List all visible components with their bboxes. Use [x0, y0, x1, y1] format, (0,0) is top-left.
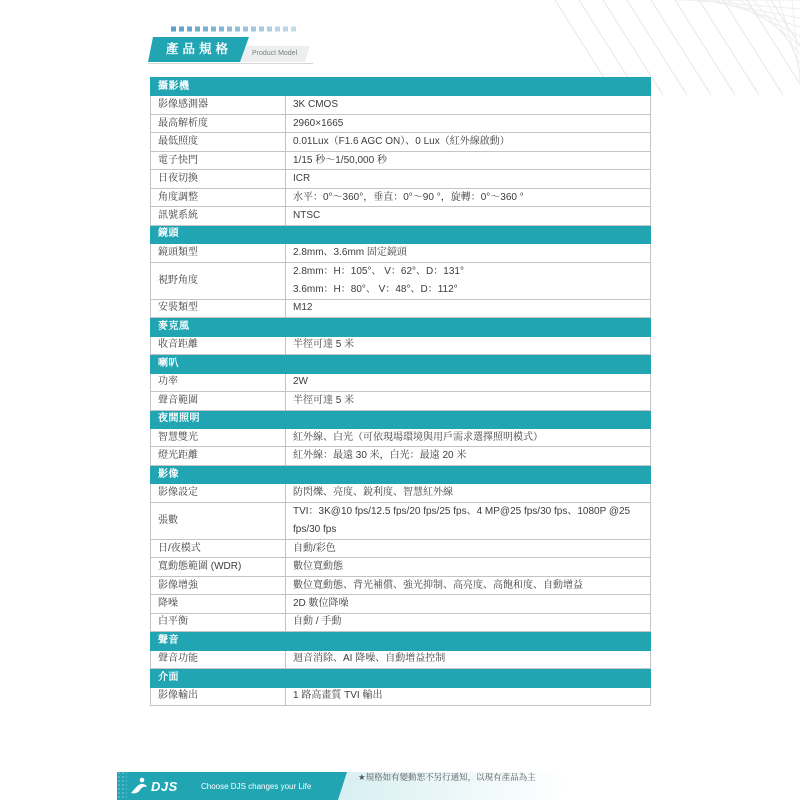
dot-square	[275, 27, 280, 32]
spec-label: 影像輸出	[151, 687, 286, 705]
page-title: 產品規格	[165, 42, 232, 56]
spec-label: 最高解析度	[151, 114, 286, 132]
spec-label: 安裝類型	[151, 299, 286, 317]
spec-label: 電子快門	[151, 151, 286, 169]
spec-label: 聲音範圍	[151, 392, 286, 410]
section-title: 鏡頭	[151, 225, 651, 243]
spec-label: 最低照度	[151, 133, 286, 151]
dot-square	[291, 27, 296, 32]
spec-value-line: 2.8mm：H：105°、 V：62°、D：131°	[293, 265, 464, 277]
spec-row-electronic-shutter	[151, 151, 651, 169]
spec-value: 數位寬動態、背光補償、強光抑制、高亮度、高飽和度、自動增益	[286, 576, 651, 594]
spec-label: 影像增強	[151, 576, 286, 594]
footer-halftone-dots	[117, 772, 127, 800]
section-header-night-lighting	[151, 410, 651, 428]
spec-row-max-resolution	[151, 114, 651, 132]
dot-square	[187, 27, 192, 32]
diagonal-line	[675, 0, 735, 95]
section-header-audio	[151, 632, 651, 650]
section-title: 麥克風	[151, 318, 651, 336]
dot-square	[171, 27, 176, 32]
spec-row-audio-functions	[151, 650, 651, 668]
spec-value: 半徑可達 5 米	[286, 392, 651, 410]
spec-value: 3K CMOS	[286, 96, 651, 114]
section-header-interface	[151, 669, 651, 687]
spec-row-image-sensor	[151, 96, 651, 114]
footer-brand-logo: DJS	[151, 779, 178, 794]
spec-row-smart-dual-light	[151, 428, 651, 446]
diagonal-line	[779, 0, 800, 72]
dot-square	[251, 27, 256, 32]
spec-value: 2D 數位降噪	[286, 595, 651, 613]
spec-value: 水平：0°～360°，垂直：0°～90 °，旋轉：0°～360 °	[286, 188, 651, 206]
spec-label: 寬動態範圍 (WDR)	[151, 558, 286, 576]
spec-label: 影像設定	[151, 484, 286, 502]
section-title: 夜間照明	[151, 410, 651, 428]
spec-row-min-illumination	[151, 133, 651, 151]
spec-label: 功率	[151, 373, 286, 391]
diagonal-line	[701, 0, 800, 18]
spec-row-angle-adjustment	[151, 188, 651, 206]
spec-value: 1/15 秒～1/50,000 秒	[286, 151, 651, 169]
spec-row-sound-range	[151, 392, 651, 410]
section-title: 聲音	[151, 632, 651, 650]
section-title: 介面	[151, 669, 651, 687]
section-header-image	[151, 465, 651, 483]
decorative-dot-squares	[171, 25, 301, 33]
spec-value: 0.01Lux（F1.6 AGC ON）、0 Lux（紅外線啟動）	[286, 133, 651, 151]
spec-row-video-output	[151, 687, 651, 705]
dot-square	[235, 27, 240, 32]
spec-value	[286, 262, 651, 299]
spec-label: 張數	[151, 502, 286, 539]
spec-row-image-settings	[151, 484, 651, 502]
section-title: 攝影機	[151, 78, 651, 96]
dot-square	[259, 27, 264, 32]
spec-row-wdr	[151, 558, 651, 576]
spec-row-lens-type	[151, 244, 651, 262]
footer-disclaimer: ★規格如有變動恕不另行通知，以現有產品為主	[358, 772, 536, 782]
spec-value: 數位寬動態	[286, 558, 651, 576]
spec-row-white-balance	[151, 613, 651, 631]
spec-row-mount-type	[151, 299, 651, 317]
section-header-speaker	[151, 355, 651, 373]
spec-label: 影像感測器	[151, 96, 286, 114]
spec-row-image-enhancement	[151, 576, 651, 594]
spec-value: 1 路高畫質 TVI 輸出	[286, 687, 651, 705]
spec-value: 紅外線：最遠 30 米，白光：最遠 20 米	[286, 447, 651, 465]
spec-value: 半徑可達 5 米	[286, 336, 651, 354]
diagonal-line	[771, 0, 800, 95]
spec-label: 日夜切換	[151, 170, 286, 188]
spec-table	[150, 77, 651, 706]
spec-label: 訊號系統	[151, 207, 286, 225]
spec-row-field-of-view	[151, 262, 651, 299]
spec-row-light-distance	[151, 447, 651, 465]
diagonal-line	[699, 0, 759, 95]
spec-value: 2960×1665	[286, 114, 651, 132]
dot-square	[227, 27, 232, 32]
page-subtitle: Product Model	[252, 50, 298, 57]
dot-square	[195, 27, 200, 32]
spec-label: 收音距離	[151, 336, 286, 354]
spec-value: 自動 / 手動	[286, 613, 651, 631]
spec-row-day-night-mode	[151, 539, 651, 557]
spec-label: 燈光距離	[151, 447, 286, 465]
spec-row-frame-rate	[151, 502, 651, 539]
spec-label: 角度調整	[151, 188, 286, 206]
spec-label: 降噪	[151, 595, 286, 613]
spec-table-body	[151, 78, 651, 706]
spec-label: 智慧雙光	[151, 428, 286, 446]
spec-value: M12	[286, 299, 651, 317]
spec-row-noise-reduction	[151, 595, 651, 613]
dot-square	[243, 27, 248, 32]
dot-square	[283, 27, 288, 32]
dot-square	[219, 27, 224, 32]
spec-label: 白平衡	[151, 613, 286, 631]
diagonal-line	[651, 0, 711, 95]
spec-row-pickup-distance	[151, 336, 651, 354]
spec-row-power	[151, 373, 651, 391]
section-header-camera	[151, 78, 651, 96]
spec-label: 鏡頭類型	[151, 244, 286, 262]
spec-value: 自動/彩色	[286, 539, 651, 557]
section-header-lens	[151, 225, 651, 243]
section-header-microphone	[151, 318, 651, 336]
dot-square	[267, 27, 272, 32]
dot-square	[203, 27, 208, 32]
spec-value-line: 3.6mm：H：80°、 V：48°、D：112°	[293, 283, 458, 295]
spec-value: 2.8mm、3.6mm 固定鏡頭	[286, 244, 651, 262]
logo-mark-swoosh	[131, 784, 147, 793]
djs-logo-mark	[128, 775, 150, 797]
spec-row-day-night-switch	[151, 170, 651, 188]
spec-label: 視野角度	[151, 262, 286, 299]
spec-label: 聲音功能	[151, 650, 286, 668]
spec-row-signal-system	[151, 207, 651, 225]
logo-mark-head	[140, 778, 145, 783]
spec-value: 2W	[286, 373, 651, 391]
section-title: 喇叭	[151, 355, 651, 373]
dot-square	[211, 27, 216, 32]
spec-value: ICR	[286, 170, 651, 188]
spec-value: 迴音消除、AI 降噪、自動增益控制	[286, 650, 651, 668]
spec-value: 紅外線、白光（可依現場環境與用戶需求選擇照明模式）	[286, 428, 651, 446]
spec-value: NTSC	[286, 207, 651, 225]
spec-value: 防閃爍、亮度、銳利度、智慧紅外線	[286, 484, 651, 502]
spec-value: TVI：3K@10 fps/12.5 fps/20 fps/25 fps、4 MP@25 fps/30 fps、1080P @25 fps/30 fps	[286, 502, 651, 539]
section-title: 影像	[151, 465, 651, 483]
spec-label: 日/夜模式	[151, 539, 286, 557]
dot-square	[179, 27, 184, 32]
footer-slogan: Choose DJS changes your Life	[201, 782, 312, 791]
